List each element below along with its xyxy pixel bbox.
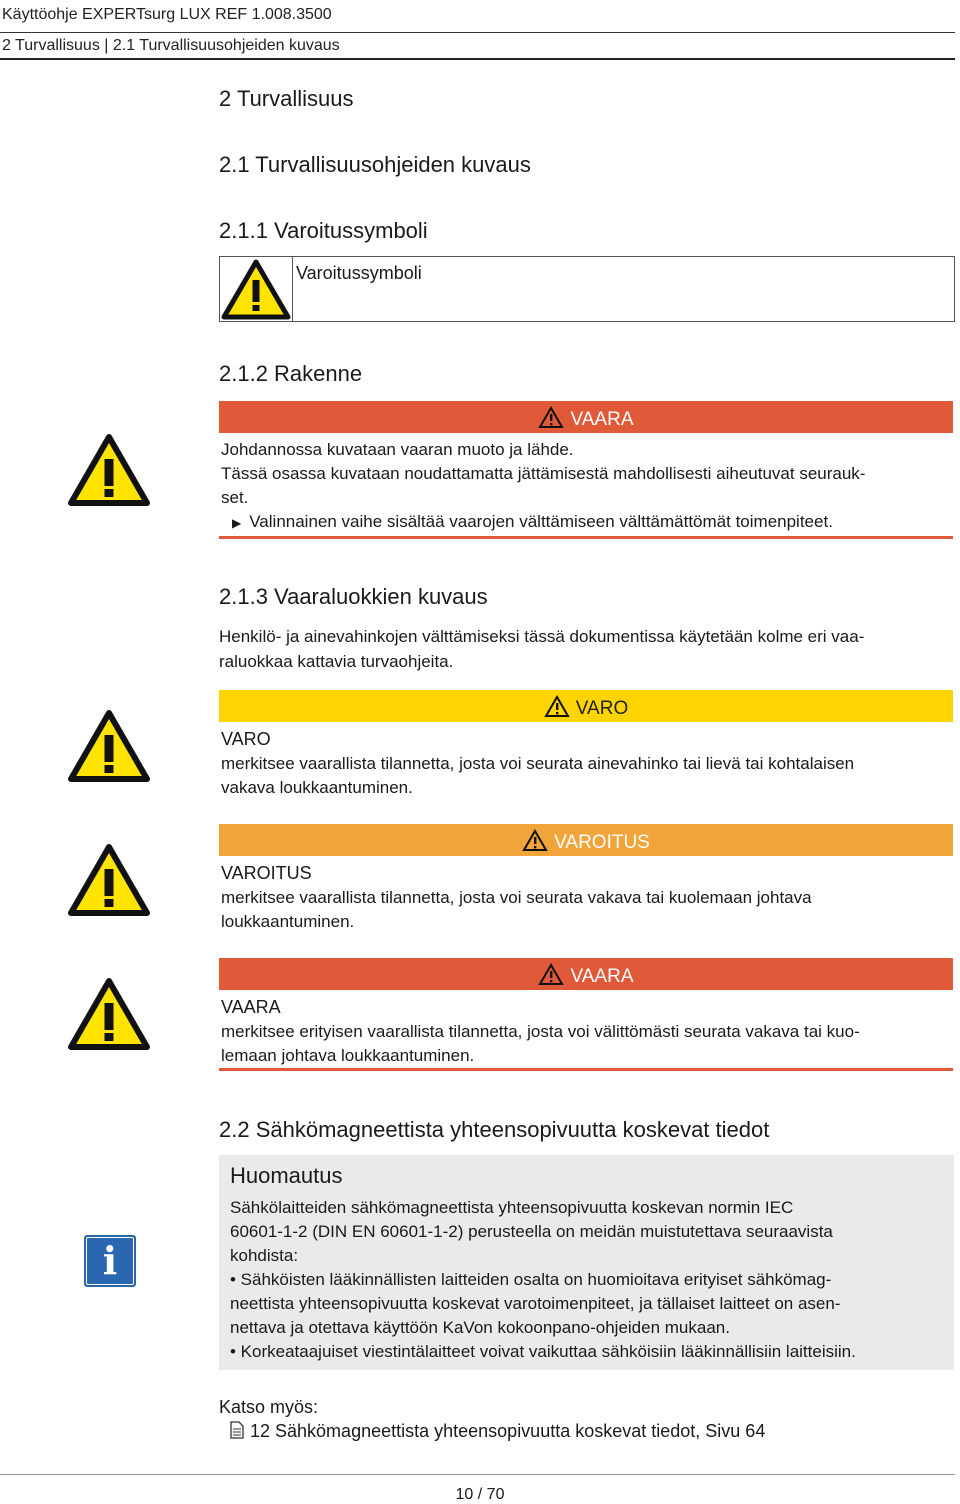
structure-step-text: Valinnainen vaihe sisältää vaarojen välttämiseen välttämättömät toimenpiteet. — [249, 512, 833, 531]
warning-symbol-cell — [220, 257, 293, 321]
caution-bar-label: VARO — [575, 698, 629, 719]
danger-title: VAARA — [221, 997, 281, 1017]
note-title: Huomautus — [230, 1163, 343, 1188]
caution-title: VARO — [221, 729, 271, 749]
heading-safety: 2 Turvallisuus — [219, 86, 354, 111]
danger-text: merkitsee erityisen vaarallista tilannetta, josta voi välittömästi seurata vakava tai kuo- — [221, 1022, 860, 1041]
warning-text: merkitsee vaarallista tilannetta, josta voi seurata vakava tai kuolemaan johtava — [221, 888, 812, 907]
document-title: Käyttöohje EXPERTsurg LUX REF 1.008.3500 — [2, 6, 332, 23]
warning-title: VAROITUS — [221, 863, 312, 883]
heading-structure: 2.1.2 Rakenne — [219, 361, 363, 386]
caution-bar — [219, 690, 953, 722]
warning-triangle-icon — [66, 432, 152, 508]
danger-divider — [219, 536, 953, 539]
warning-bar — [219, 824, 953, 856]
header-divider-bold — [0, 58, 955, 60]
info-icon: i — [84, 1235, 136, 1287]
see-also-link[interactable] — [230, 1421, 765, 1442]
intro-line: Henkilö- ja ainevahinkojen välttämiseksi tässä dokumentissa käytetään kolme eri vaa- — [219, 627, 865, 646]
danger-text: lemaan johtava loukkaantuminen. — [221, 1046, 475, 1065]
note-line: neettista yhteensopivuutta koskevat varotoimenpiteet, ja tällaiset laitteet on asen- — [230, 1294, 841, 1313]
page-number: 10 / 70 — [455, 1486, 505, 1503]
warning-small-icon — [522, 829, 548, 852]
warning-small-icon — [544, 695, 570, 718]
note-line: 60601-1-2 (DIN EN 60601-1-2) perusteella on meidän muistutettava seuraavista — [230, 1222, 833, 1241]
caution-text: merkitsee vaarallista tilannetta, josta voi seurata ainevahinko tai lievä tai kohtalaisen — [221, 754, 855, 773]
structure-step — [232, 510, 833, 535]
warning-small-icon — [538, 406, 564, 429]
structure-line: Tässä osassa kuvataan noudattamatta jättämisestä mahdollisesti aiheutuvat seurauk- — [221, 464, 866, 483]
structure-line: Johdannossa kuvataan vaaran muoto ja lähde. — [221, 440, 574, 459]
warning-symbol-label: Varoitussymboli — [296, 263, 422, 283]
warning-symbol-table — [219, 256, 955, 322]
caution-text: vakava loukkaantuminen. — [221, 778, 413, 797]
danger-divider — [219, 1068, 953, 1071]
heading-emc: 2.2 Sähkömagneettista yhteensopivuutta koskevat tiedot — [219, 1117, 770, 1142]
warning-text: loukkaantuminen. — [221, 912, 355, 931]
heading-hazard-classes: 2.1.3 Vaaraluokkien kuvaus — [219, 584, 488, 609]
structure-line: set. — [221, 488, 249, 507]
note-line: • Sähköisten lääkinnällisten laitteiden osalta on huomioitava erityiset sähkömag- — [230, 1270, 832, 1289]
intro-line: raluokkaa kattavia turvaohjeita. — [219, 652, 454, 671]
danger-bar-label: VAARA — [570, 409, 634, 430]
header-divider — [0, 32, 955, 33]
warning-triangle-icon — [66, 976, 152, 1052]
note-line: • Korkeataajuiset viestintälaitteet voivat vaikuttaa sähköisiin lääkinnällisiin laitteisiin. — [230, 1342, 856, 1361]
footer-divider — [0, 1474, 955, 1475]
danger-bar-label: VAARA — [570, 966, 634, 987]
note-line: nettava ja otettava käyttöön KaVon kokoonpano-ohjeiden mukaan. — [230, 1318, 730, 1337]
warning-triangle-icon — [66, 708, 152, 784]
breadcrumb: 2 Turvallisuus | 2.1 Turvallisuusohjeiden kuvaus — [2, 37, 340, 54]
see-also-link-text[interactable]: 12 Sähkömagneettista yhteensopivuutta koskevat tiedot, Sivu 64 — [250, 1421, 766, 1441]
warning-small-icon — [538, 963, 564, 986]
warning-triangle-icon — [220, 257, 292, 321]
note-line: Sähkölaitteiden sähkömagneettista yhteensopivuutta koskevan normin IEC — [230, 1198, 794, 1217]
warning-triangle-icon — [66, 842, 152, 918]
warning-bar-label: VAROITUS — [554, 832, 650, 853]
heading-safety-description: 2.1 Turvallisuusohjeiden kuvaus — [219, 152, 531, 177]
document-icon — [230, 1421, 244, 1439]
triangle-bullet-icon: ▶ — [232, 516, 242, 530]
danger-bar — [219, 401, 953, 433]
see-also-title: Katso myös: — [219, 1397, 319, 1417]
danger-bar — [219, 958, 953, 990]
note-line: kohdista: — [230, 1246, 299, 1265]
heading-warning-symbol: 2.1.1 Varoitussymboli — [219, 218, 428, 243]
